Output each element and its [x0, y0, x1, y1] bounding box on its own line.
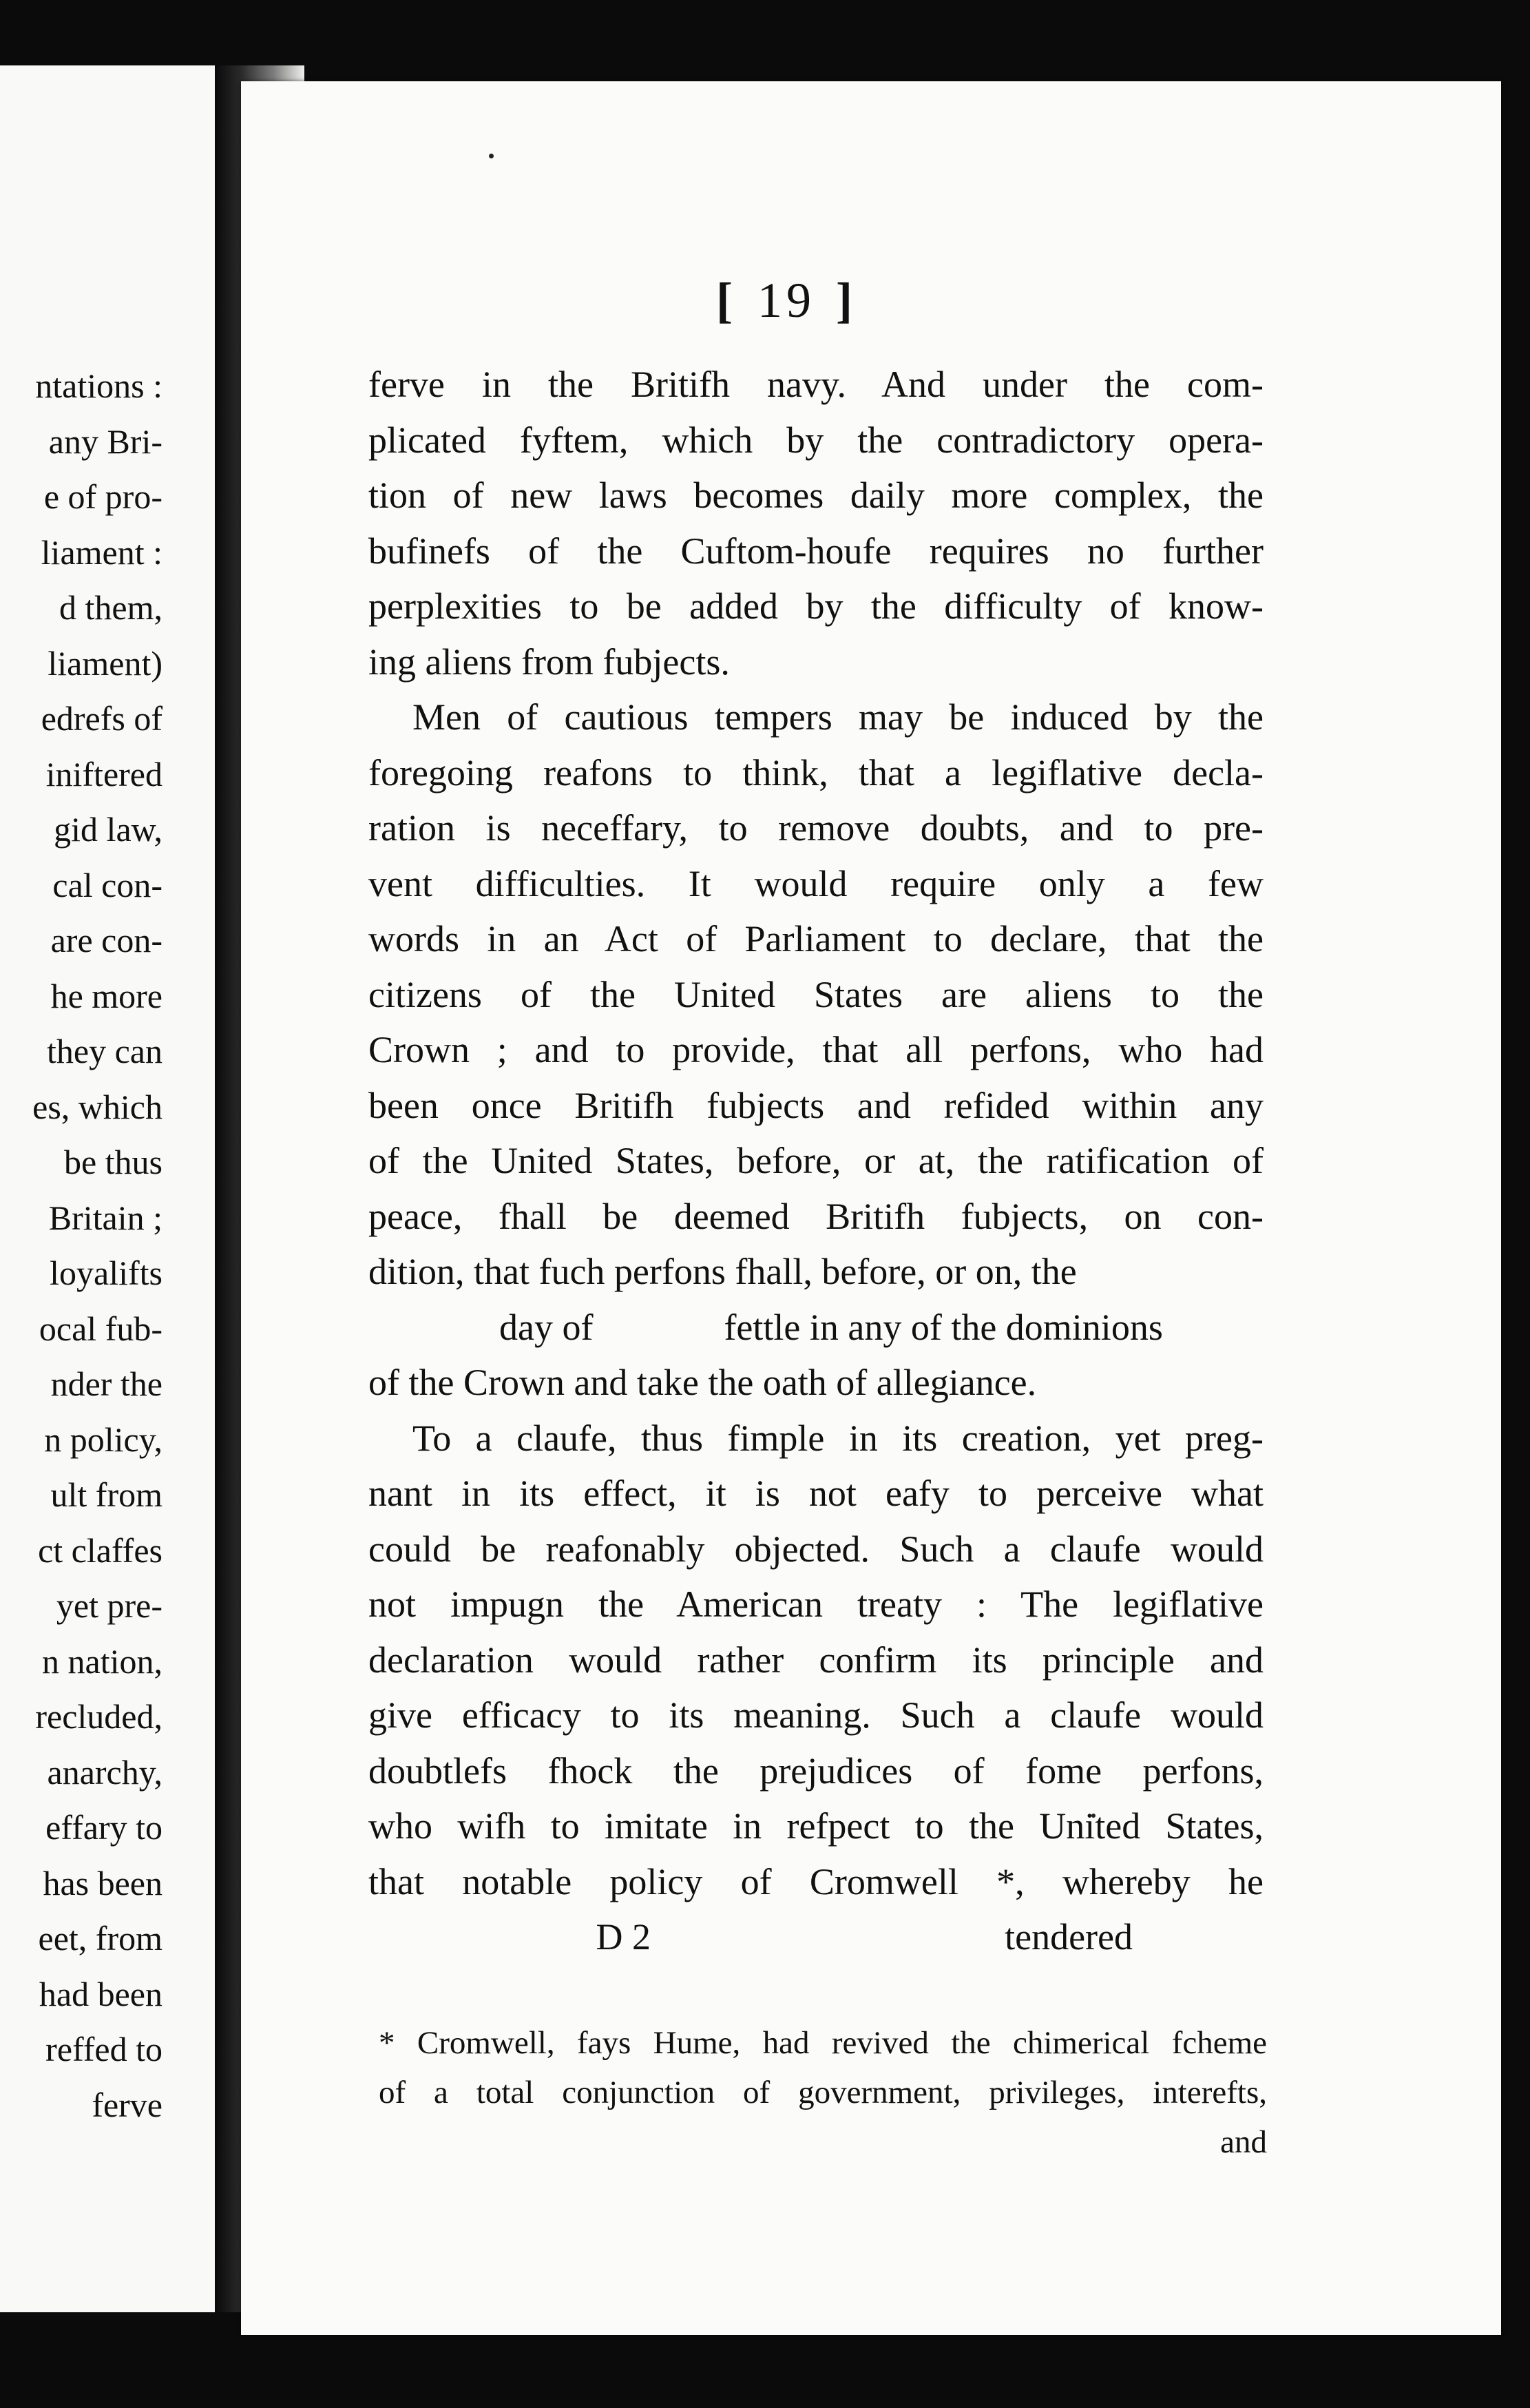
- left-page-line: anarchy,: [47, 1752, 163, 1792]
- left-page-line: be thus: [63, 1143, 163, 1181]
- left-page-line: n policy,: [44, 1420, 163, 1459]
- page-number-bracket-open: [: [716, 273, 737, 328]
- text-line: dition, that fuch perfons fhall, before, or on, the: [368, 1251, 1077, 1292]
- text-line: who wifh to imitate in refpect to the United States,: [368, 1805, 1264, 1847]
- left-page-line: cal con-: [52, 865, 163, 904]
- text-line: of the Crown and take the oath of allegiance.: [368, 1362, 1037, 1403]
- left-page-text: [0, 358, 163, 2132]
- settle-text: fettle in any of the dominions: [724, 1306, 1163, 1348]
- left-page-line: es, which: [32, 1087, 163, 1126]
- left-page-line: ferve: [92, 2085, 163, 2124]
- text-line: words in an Act of Parliament to declare, that the: [368, 918, 1264, 959]
- text-line: doubtlefs fhock the prejudices of fome perfons,: [368, 1750, 1264, 1792]
- text-line: not impugn the American treaty : The legiflative: [368, 1584, 1264, 1625]
- left-page-line: any Bri-: [48, 422, 163, 461]
- left-page-line: are con-: [50, 921, 163, 959]
- signature-line: [368, 1909, 1264, 1965]
- left-page-line: n nation,: [42, 1641, 163, 1681]
- day-of-text: day of: [499, 1306, 594, 1348]
- text-line: Crown ; and to provide, that all perfons, who had: [368, 1029, 1264, 1070]
- footnote-line: * Cromwell, fays Hume, had revived the chimerical fcheme: [379, 2025, 1267, 2061]
- left-page-line: effary to: [45, 1808, 163, 1847]
- text-line: peace, fhall be deemed Britifh fubjects, on con-: [368, 1195, 1264, 1237]
- left-page-line: liament :: [41, 532, 163, 572]
- left-page-line: ult from: [50, 1475, 163, 1514]
- left-page-line: Britain ;: [48, 1198, 163, 1237]
- left-page-line: nder the: [50, 1364, 163, 1403]
- page-number: [716, 272, 923, 341]
- signature-mark: D 2: [596, 1916, 651, 1958]
- left-page-line: recluded,: [35, 1697, 163, 1736]
- footnote-line: of a total conjunction of government, privileges, interefts,: [379, 2075, 1267, 2110]
- text-line: been once Britifh fubjects and refided within any: [368, 1084, 1264, 1126]
- left-page-line: yet pre-: [56, 1586, 163, 1625]
- left-page-line: gid law,: [54, 810, 163, 849]
- text-line-day: [368, 1300, 1264, 1356]
- text-line: bufinefs of the Cuftom-houfe requires no further: [368, 530, 1264, 572]
- catchword: tendered: [1005, 1916, 1133, 1958]
- text-line: of the United States, before, or at, the ratification of: [368, 1140, 1264, 1181]
- text-line: perplexities to be added by the difficulty of know-: [368, 585, 1264, 627]
- footnote-catchword: and: [1220, 2124, 1267, 2160]
- footnote: [379, 2018, 1267, 2167]
- left-page-line: e of pro-: [43, 477, 163, 516]
- text-line: plicated fyftem, which by the contradictory opera-: [368, 419, 1264, 461]
- text-line: To a claufe, thus fimple in its creation, yet preg-: [412, 1417, 1264, 1459]
- text-line: ing aliens from fubjects.: [368, 641, 730, 683]
- text-line: vent difficulties. It would require only a few: [368, 862, 1264, 904]
- left-page-line: loyalifts: [50, 1254, 163, 1292]
- left-page-line: ct claffes: [38, 1530, 163, 1570]
- text-line: foregoing reafons to think, that a legiflative decla-: [368, 751, 1264, 793]
- left-page-line: liament): [48, 643, 163, 683]
- page-number-value: 19: [757, 273, 815, 328]
- left-page-line: had been: [39, 1974, 163, 2013]
- text-line: nant in its effect, it is not eafy to perceive what: [368, 1473, 1264, 1514]
- left-page-line: he more: [50, 976, 163, 1015]
- text-line: ration is neceffary, to remove doubts, and to pre-: [368, 807, 1264, 849]
- left-page-line: iniftered: [45, 754, 163, 793]
- text-line: that notable policy of Cromwell *, whereby he: [368, 1860, 1264, 1902]
- text-line: could be reafonably objected. Such a claufe would: [368, 1528, 1264, 1570]
- left-page: [0, 65, 215, 2312]
- left-page-line: has been: [43, 1863, 163, 1902]
- text-line: give efficacy to its meaning. Such a claufe would: [368, 1694, 1264, 1736]
- text-line: declaration would rather confirm its principle and: [368, 1639, 1264, 1681]
- left-page-line: reffed to: [45, 2030, 163, 2068]
- text-line: Men of cautious tempers may be induced by the: [412, 696, 1264, 738]
- page-number-bracket-close: ]: [835, 273, 857, 328]
- left-page-line: edrefs of: [41, 699, 163, 738]
- left-page-line: eet, from: [38, 1919, 163, 1958]
- left-page-line: they can: [47, 1032, 163, 1070]
- text-line: citizens of the United States are aliens to the: [368, 973, 1264, 1015]
- text-line: ferve in the Britifh navy. And under the com-: [368, 364, 1264, 405]
- left-page-line: ocal fub-: [39, 1309, 163, 1348]
- speck: [489, 154, 494, 158]
- text-line: tion of new laws becomes daily more complex, the: [368, 475, 1264, 516]
- body-text: [368, 357, 1264, 1965]
- left-page-line: ntations :: [35, 366, 163, 405]
- left-page-line: d them,: [59, 588, 163, 627]
